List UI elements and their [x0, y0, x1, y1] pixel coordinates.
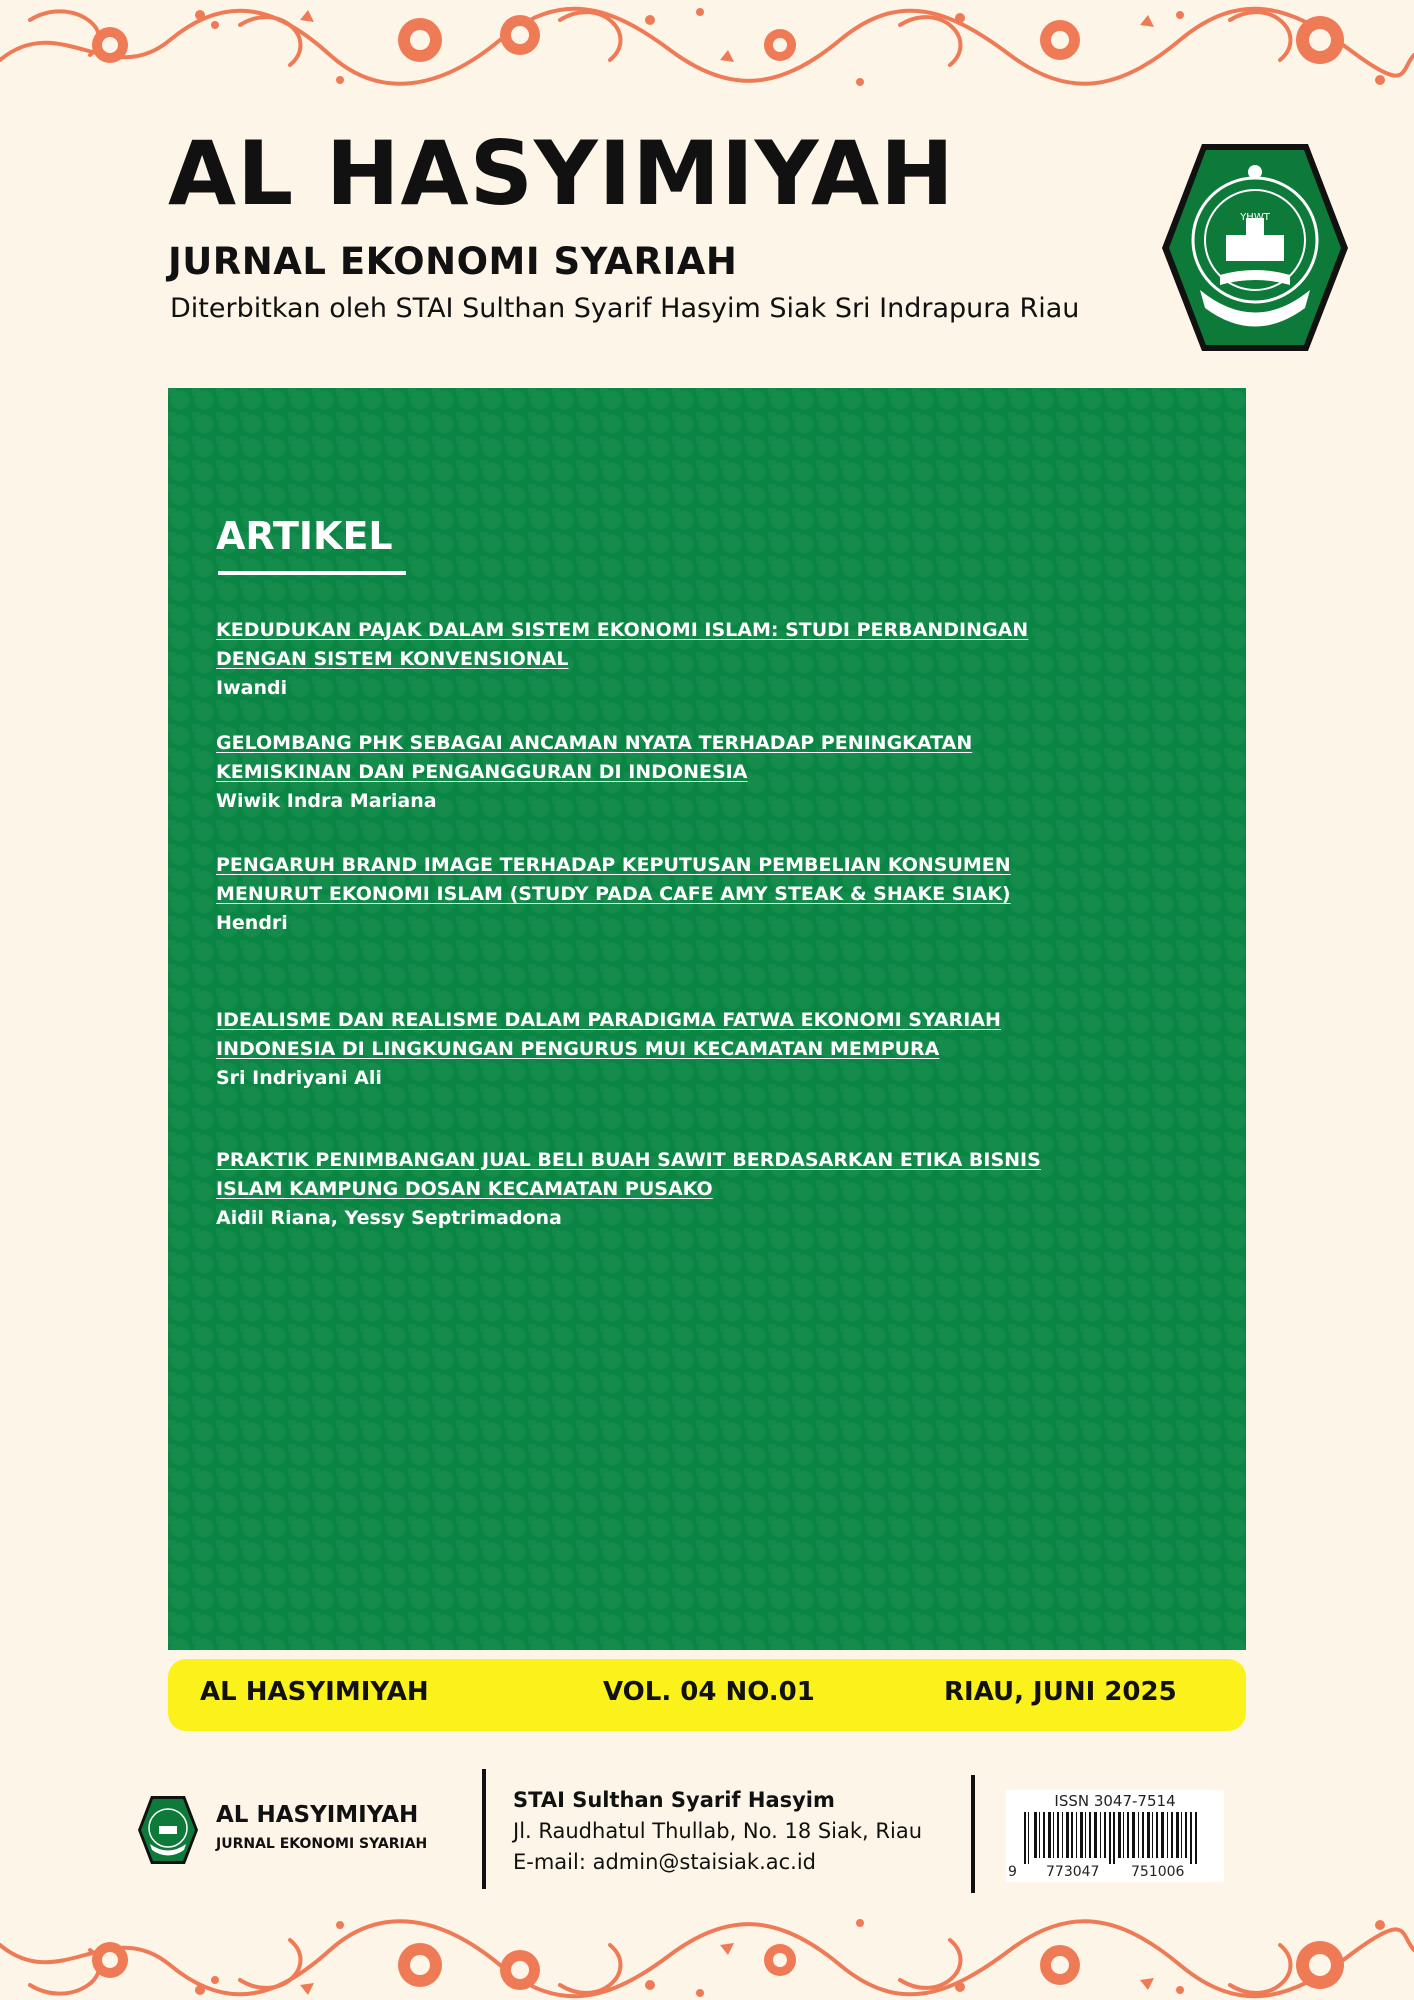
floral-ornament-bottom [0, 1905, 1414, 2000]
article-author: Sri Indriyani Ali [216, 1067, 382, 1089]
article-title-link[interactable]: PRAKTIK PENIMBANGAN JUAL BELI BUAH SAWIT BERDASARKAN ETIKA BISNIS ISLAM KAMPUNG DOSAN KECAMATAN PUSAKO [216, 1149, 1041, 1200]
journal-subtitle: JURNAL EKONOMI SYARIAH [168, 240, 738, 283]
institution-email: E-mail: admin@staisiak.ac.id [513, 1850, 817, 1874]
footer [0, 1765, 1414, 1895]
issn-label: ISSN 3047-7514 [1054, 1792, 1176, 1810]
article-title-link[interactable]: IDEALISME DAN REALISME DALAM PARADIGMA FATWA EKONOMI SYARIAH INDONESIA DI LINGKUNGAN PENGURUS MUI KECAMATAN MEMPURA [216, 1009, 1001, 1060]
barcode-icon [1020, 1812, 1210, 1864]
floral-ornament-top [0, 0, 1414, 95]
footer-brand-subtitle: JURNAL EKONOMI SYARIAH [216, 1836, 428, 1852]
footer-divider [482, 1769, 486, 1889]
issue-info-bar [168, 1659, 1246, 1731]
footer-divider [971, 1775, 975, 1893]
article-author: Aidil Riana, Yessy Septrimadona [216, 1207, 562, 1229]
issue-place-date: RIAU, JUNI 2025 [944, 1677, 1177, 1707]
article-author: Iwandi [216, 677, 288, 699]
article-item [216, 729, 972, 816]
article-item [216, 616, 1028, 703]
issue-volume: VOL. 04 NO.01 [603, 1677, 815, 1707]
article-author: Wiwik Indra Mariana [216, 790, 437, 812]
articles-panel [168, 388, 1246, 1650]
emblem-initials: YHWT [1240, 212, 1270, 223]
barcode-digit-lead: 9 [1008, 1864, 1017, 1880]
stai-emblem-small-icon [137, 1795, 199, 1865]
article-item [216, 1146, 1041, 1233]
article-item [216, 1006, 1001, 1093]
barcode-digit-group-2: 751006 [1131, 1864, 1185, 1880]
barcode-digit-group-1: 773047 [1046, 1864, 1100, 1880]
footer-contact [513, 1785, 922, 1878]
issn-barcode [1006, 1790, 1224, 1882]
issue-journal-name: AL HASYIMIYAH [200, 1677, 429, 1707]
article-item [216, 851, 1011, 938]
publisher-line: Diterbitkan oleh STAI Sulthan Syarif Hasyim Siak Sri Indrapura Riau [170, 293, 1080, 324]
masthead [168, 122, 1168, 324]
articles-heading: ARTIKEL [216, 514, 393, 558]
footer-brand [216, 1802, 427, 1852]
article-author: Hendri [216, 912, 288, 934]
heading-underline [218, 571, 406, 575]
institution-address: Jl. Raudhatul Thullab, No. 18 Siak, Riau [513, 1819, 922, 1843]
article-title-link[interactable]: PENGARUH BRAND IMAGE TERHADAP KEPUTUSAN PEMBELIAN KONSUMEN MENURUT EKONOMI ISLAM (STUDY PADA CAFE AMY STEAK & SHAKE SIAK) [216, 854, 1011, 905]
institution-name: STAI Sulthan Syarif Hasyim [513, 1788, 835, 1812]
article-title-link[interactable]: KEDUDUKAN PAJAK DALAM SISTEM EKONOMI ISLAM: STUDI PERBANDINGAN DENGAN SISTEM KONVENSIONAL [216, 619, 1029, 670]
journal-title: AL HASYIMIYAH [168, 122, 955, 225]
footer-brand-title: AL HASYIMIYAH [216, 1802, 419, 1828]
stai-emblem-icon [1160, 140, 1350, 355]
article-title-link[interactable]: GELOMBANG PHK SEBAGAI ANCAMAN NYATA TERHADAP PENINGKATAN KEMISKINAN DAN PENGANGGURAN DI INDONESIA [216, 732, 973, 783]
